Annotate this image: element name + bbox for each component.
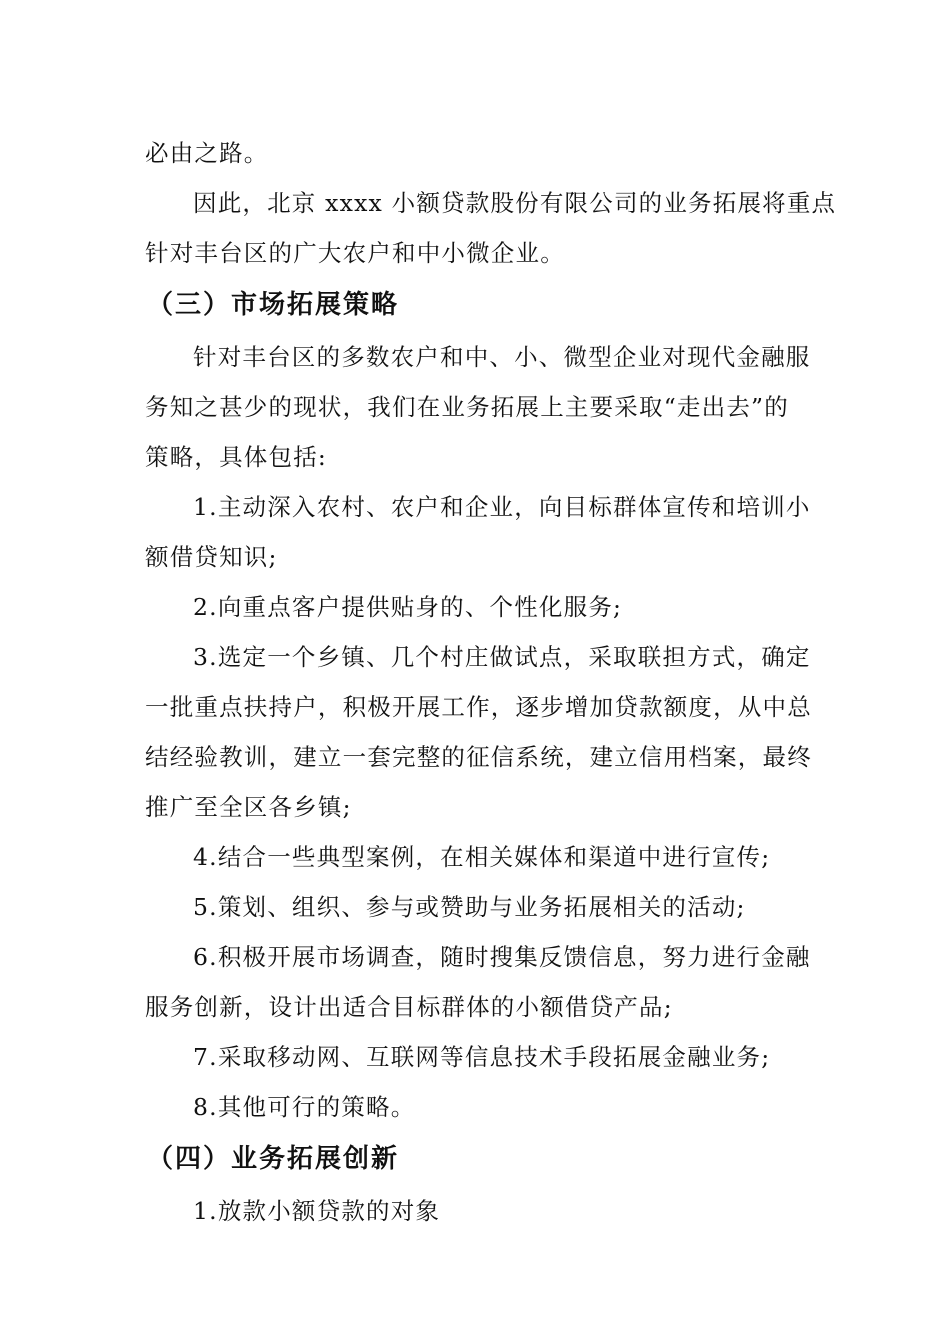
paragraph [145, 128, 810, 178]
text-line: 6.积极开展市场调查，随时搜集反馈信息，努力进行金融 [193, 943, 811, 971]
text-line: 1.放款小额贷款的对象 [193, 1197, 441, 1225]
section-heading-business-innovation: （四）业务拓展创新 [147, 1144, 400, 1174]
text-line: 服务创新，设计出适合目标群体的小额借贷产品; [145, 993, 673, 1021]
text-line: 因此，北京 xxxx 小额贷款股份有限公司的业务拓展将重点 [193, 189, 837, 217]
text-line: 一批重点扶持户，积极开展工作，逐步增加贷款额度，从中总 [145, 693, 812, 721]
text-line: 针对丰台区的广大农户和中小微企业。 [145, 239, 565, 267]
text-line: 2.向重点客户提供贴身的、个性化服务; [193, 593, 623, 621]
text-line: 1.主动深入农村、农户和企业，向目标群体宣传和培训小 [193, 493, 811, 521]
list-item [145, 1032, 810, 1082]
paragraph [145, 332, 810, 482]
text-line: 额借贷知识; [145, 543, 278, 571]
text-line: 4.结合一些典型案例，在相关媒体和渠道中进行宣传; [193, 843, 771, 871]
text-line: 5.策划、组织、参与或赞助与业务拓展相关的活动; [193, 893, 746, 921]
list-item [145, 582, 810, 632]
list-item [145, 482, 810, 582]
text-line: 8.其他可行的策略。 [193, 1093, 416, 1121]
text-line: 针对丰台区的多数农户和中、小、微型企业对现代金融服 [193, 343, 811, 371]
list-item [145, 832, 810, 882]
section-heading-market-strategy: （三）市场拓展策略 [147, 290, 400, 320]
list-item [145, 1082, 810, 1132]
document-body [145, 128, 837, 1236]
text-line: 7.采取移动网、互联网等信息技术手段拓展金融业务; [193, 1043, 771, 1071]
list-item [145, 882, 810, 932]
text-line: 务知之甚少的现状，我们在业务拓展上主要采取“走出去”的 [145, 393, 789, 421]
text-line: 结经验教训，建立一套完整的征信系统，建立信用档案，最终 [145, 743, 812, 771]
text-line: 推广至全区各乡镇; [145, 793, 352, 821]
list-item [145, 632, 810, 832]
list-item [145, 1186, 810, 1236]
text-line: 必由之路。 [145, 139, 269, 167]
text-line: 策略，具体包括: [145, 443, 328, 471]
text-line: 3.选定一个乡镇、几个村庄做试点，采取联担方式，确定 [193, 643, 811, 671]
paragraph [145, 178, 837, 278]
list-item [145, 932, 810, 1032]
